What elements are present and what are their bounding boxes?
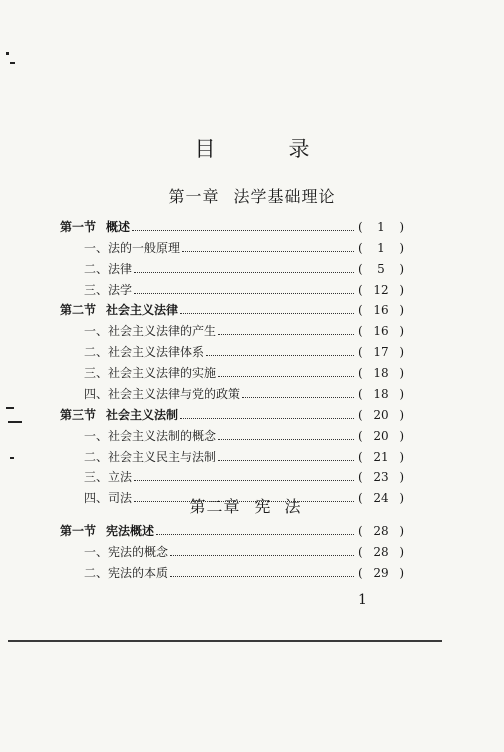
- chapter-1-heading: [0, 184, 504, 207]
- toc-entry-label: 四、司法: [84, 491, 133, 505]
- toc-entry-label: 一、社会主义法制的概念: [84, 429, 217, 443]
- toc-entry-page: ( 28 ): [358, 524, 404, 538]
- toc-entry-label: 二、宪法的本质: [84, 566, 169, 580]
- leader-dots: [156, 533, 354, 535]
- leader-dots: [180, 417, 354, 419]
- toc-entry-label: 一、法的一般原理: [84, 241, 181, 255]
- toc-entry-page: ( 1 ): [358, 241, 404, 255]
- chapter-2-name: 宪法: [254, 497, 315, 516]
- leader-dots: [134, 479, 354, 481]
- toc-entry[interactable]: [60, 360, 404, 380]
- toc-entry-page: ( 1 ): [358, 220, 404, 234]
- leader-dots: [134, 271, 354, 273]
- toc-entry-page: ( 20 ): [358, 408, 404, 422]
- scan-speck: [8, 421, 22, 423]
- toc-entry[interactable]: [60, 518, 404, 538]
- toc-entry-label: 二、社会主义法律体系: [84, 345, 205, 359]
- leader-dots: [218, 333, 354, 335]
- toc-entry-label: 第三节 社会主义法制: [60, 408, 179, 422]
- page-title: 目 录: [194, 137, 336, 161]
- toc-entry-page: ( 18 ): [358, 387, 404, 401]
- toc-entry[interactable]: [60, 256, 404, 276]
- toc-entry-page: ( 21 ): [358, 450, 404, 464]
- toc-entry-label: 三、法学: [84, 283, 133, 297]
- toc-entry-label: 三、社会主义法律的实施: [84, 366, 217, 380]
- leader-dots: [180, 312, 354, 314]
- toc-entry[interactable]: [60, 318, 404, 338]
- toc-entry-label: 三、立法: [84, 470, 133, 484]
- leader-dots: [218, 375, 354, 377]
- scan-speck: [10, 457, 14, 459]
- toc-entry-label: 一、社会主义法律的产生: [84, 324, 217, 338]
- scan-speck: [6, 407, 14, 409]
- scan-speck: [10, 62, 15, 64]
- toc-entry[interactable]: [60, 214, 404, 234]
- toc-entry-page: ( 16 ): [358, 324, 404, 338]
- toc-entry-label: 第一节 宪法概述: [60, 524, 155, 538]
- toc-entry-page: ( 29 ): [358, 566, 404, 580]
- bottom-rule: [8, 640, 442, 642]
- leader-dots: [218, 459, 354, 461]
- toc-entry[interactable]: [60, 339, 404, 359]
- chapter-1-name: 法学基础理论: [233, 187, 336, 206]
- toc-entry[interactable]: [60, 539, 404, 559]
- toc-entry[interactable]: [60, 444, 404, 464]
- toc-entry[interactable]: [60, 297, 404, 317]
- toc-entry-label: 二、法律: [84, 262, 133, 276]
- page-number: 1: [358, 592, 367, 608]
- toc-entry-label: 二、社会主义民主与法制: [84, 450, 217, 464]
- toc-entry-page: ( 24 ): [358, 491, 404, 505]
- toc-entry-page: ( 17 ): [358, 345, 404, 359]
- toc-entry[interactable]: [60, 402, 404, 422]
- toc-entry-page: ( 23 ): [358, 470, 404, 484]
- toc-entry[interactable]: [60, 464, 404, 484]
- toc-entry-label: 一、宪法的概念: [84, 545, 169, 559]
- leader-dots: [242, 396, 354, 398]
- leader-dots: [134, 292, 354, 294]
- leader-dots: [218, 438, 354, 440]
- leader-dots: [206, 354, 354, 356]
- toc-entry[interactable]: [60, 277, 404, 297]
- toc-entry-page: ( 5 ): [358, 262, 404, 276]
- toc-entry-page: ( 16 ): [358, 303, 404, 317]
- toc-entry-label: 第一节 概述: [60, 220, 131, 234]
- toc-entry[interactable]: [60, 235, 404, 255]
- chapter-1-number: 第一章: [168, 187, 220, 206]
- toc-entry-page: ( 12 ): [358, 283, 404, 297]
- toc-entry[interactable]: [60, 423, 404, 443]
- toc-entry-page: ( 18 ): [358, 366, 404, 380]
- toc-entry-page: ( 20 ): [358, 429, 404, 443]
- scan-speck: [6, 52, 9, 55]
- leader-dots: [170, 575, 354, 577]
- chapter-2-number: 第二章: [189, 497, 241, 516]
- chapter-2-heading: [0, 494, 504, 517]
- toc-entry[interactable]: [60, 560, 404, 580]
- toc-entry-label: 第二节 社会主义法律: [60, 303, 179, 317]
- toc-entry-label: 四、社会主义法律与党的政策: [84, 387, 241, 401]
- leader-dots: [170, 554, 354, 556]
- toc-entry[interactable]: [60, 381, 404, 401]
- leader-dots: [132, 229, 354, 231]
- toc-entry-page: ( 28 ): [358, 545, 404, 559]
- leader-dots: [182, 250, 354, 252]
